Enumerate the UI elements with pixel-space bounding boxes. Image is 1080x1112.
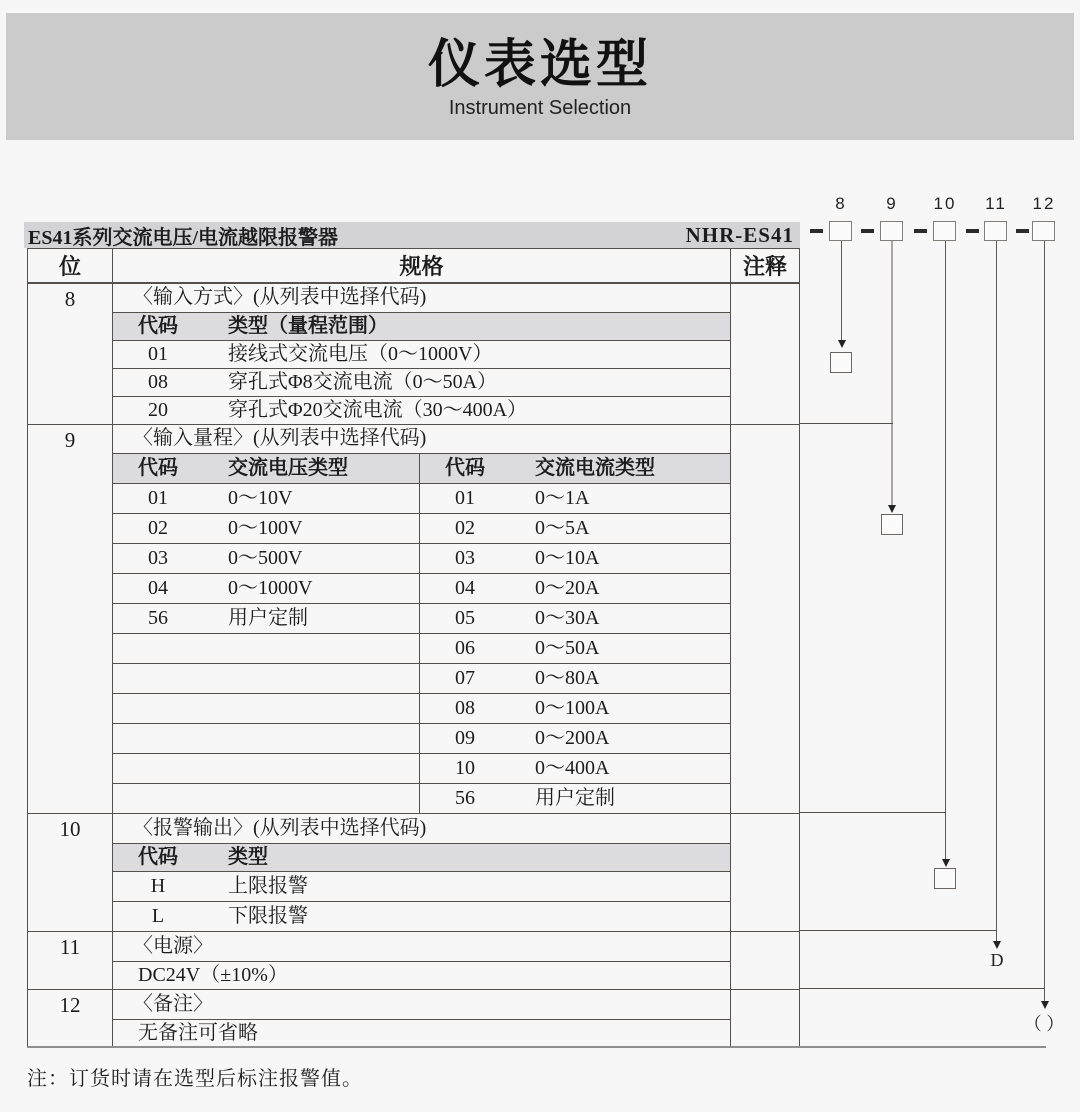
spec-row	[113, 368, 730, 396]
remark-value: 无备注可省略	[113, 1019, 730, 1047]
type-cell: 下限报警	[228, 905, 308, 927]
connector-line-10	[800, 812, 946, 813]
spec-row	[113, 483, 730, 513]
lead-line-11	[996, 241, 997, 942]
type-cell	[203, 724, 419, 753]
spec-row	[113, 603, 730, 633]
product-header-band	[24, 222, 800, 248]
note-cell	[731, 932, 799, 989]
type-cell: 0～400A	[535, 757, 610, 779]
product-model: NHR-ES41	[685, 222, 794, 247]
arrow-down-8	[838, 340, 846, 348]
code-cell: 06	[455, 637, 475, 659]
subheader-code: 代码	[138, 315, 178, 337]
subheader-type-right: 交流电流类型	[535, 457, 655, 479]
lead-line-9	[891, 241, 893, 505]
spec-row	[113, 783, 730, 813]
target-box-10	[934, 868, 956, 889]
spec-row	[113, 513, 730, 543]
type-cell: 接线式交流电压（0～1000V）	[228, 343, 493, 365]
code-cell: 56	[455, 787, 475, 809]
type-cell: 0～5A	[535, 517, 590, 539]
digit-label-8: 8	[835, 194, 847, 213]
type-cell: 0～10V	[228, 487, 293, 509]
type-cell: 0～50A	[535, 637, 600, 659]
type-cell: 0～100A	[535, 697, 610, 719]
code-cell: 09	[455, 727, 475, 749]
type-cell: 0～20A	[535, 577, 600, 599]
note-cell	[731, 284, 799, 424]
position-number-9: 9	[28, 425, 113, 813]
subheader-code: 代码	[138, 846, 178, 868]
arrow-down-9	[888, 505, 896, 513]
code-cell: 01	[148, 343, 168, 365]
code-box-11	[984, 221, 1007, 241]
code-cell: 03	[455, 547, 475, 569]
remark-label: 〈备注〉	[133, 993, 213, 1015]
subheader-type: 类型（量程范围）	[228, 315, 388, 337]
section-10-subheader	[113, 843, 730, 871]
type-cell: 上限报警	[228, 875, 308, 897]
digit-label-9: 9	[886, 194, 898, 213]
code-cell: 20	[148, 399, 168, 421]
code-cell: 02	[148, 517, 168, 539]
code-cell: 01	[455, 487, 475, 509]
position-number-8: 8	[28, 284, 113, 424]
code-cell: 03	[148, 547, 168, 569]
spec-row	[113, 573, 730, 603]
type-cell: 穿孔式Φ20交流电流（30～400A）	[228, 399, 528, 421]
type-cell: 0～200A	[535, 727, 610, 749]
type-cell	[203, 754, 419, 783]
page-subtitle: Instrument Selection	[448, 97, 632, 119]
spec-row	[113, 901, 730, 931]
subheader-code-left: 代码	[138, 457, 178, 479]
type-cell: 用户定制	[535, 787, 615, 809]
code-cell	[113, 634, 203, 663]
code-cell: H	[150, 875, 166, 897]
arrow-down-12	[1041, 1001, 1049, 1009]
code-cell: 07	[455, 667, 475, 689]
type-cell: 0～10A	[535, 547, 600, 569]
subheader-type-left: 交流电压类型	[228, 457, 348, 479]
power-code-annotation: D	[990, 950, 1004, 970]
code-cell	[113, 694, 203, 723]
spec-row	[113, 543, 730, 573]
subheader-type: 类型	[228, 846, 268, 868]
type-cell	[203, 694, 419, 723]
table-header-row	[28, 249, 799, 284]
target-box-9	[881, 514, 903, 535]
position-number-12: 12	[28, 990, 113, 1047]
digit-label-12: 12	[1032, 194, 1056, 213]
code-cell: 08	[455, 697, 475, 719]
code-cell: 05	[455, 607, 475, 629]
selection-table	[27, 248, 800, 1046]
section-input-mode	[28, 284, 799, 424]
spec-row	[113, 693, 730, 723]
col-header-note: 注释	[742, 254, 787, 279]
spec-row	[113, 871, 730, 901]
note-cell	[731, 814, 799, 931]
code-cell: 04	[148, 577, 168, 599]
section-9-label: 〈输入量程〉(从列表中选择代码)	[133, 427, 427, 449]
section-input-range	[28, 424, 799, 813]
power-value: DC24V（±10%）	[113, 961, 730, 989]
digit-label-11: 11	[985, 194, 1007, 213]
lead-line-10	[945, 241, 946, 860]
code-cell: 01	[148, 487, 168, 509]
connector-line-9	[800, 423, 893, 424]
spec-row	[113, 753, 730, 783]
section-8-label: 〈输入方式〉(从列表中选择代码)	[133, 286, 427, 308]
type-cell: 0～100V	[228, 517, 303, 539]
product-name: ES41系列交流电压/电流越限报警器	[28, 226, 339, 249]
col-header-position: 位	[28, 249, 113, 282]
section-remark	[28, 989, 799, 1047]
connector-line-12	[800, 988, 1045, 989]
spec-row	[113, 340, 730, 368]
target-box-8	[830, 352, 852, 373]
type-cell: 0～500V	[228, 547, 303, 569]
section-9-subheader	[113, 453, 730, 483]
code-box-12	[1032, 221, 1055, 241]
code-box-8	[829, 221, 852, 241]
type-cell: 0～1A	[535, 487, 590, 509]
spec-row	[113, 633, 730, 663]
type-cell: 穿孔式Φ8交流电流（0～50A）	[228, 371, 498, 393]
type-cell	[203, 664, 419, 693]
position-number-11: 11	[28, 932, 113, 989]
type-cell: 0～1000V	[228, 577, 313, 599]
lead-line-8	[841, 241, 842, 341]
type-cell: 0～80A	[535, 667, 600, 689]
dash-separator	[1016, 229, 1029, 233]
page-title: 仪表选型	[427, 36, 652, 94]
type-cell: 用户定制	[228, 607, 308, 629]
type-cell: 0～30A	[535, 607, 600, 629]
code-box-10	[933, 221, 956, 241]
spec-row	[113, 723, 730, 753]
footnote: 注：订货时请在选型后标注报警值。	[27, 1068, 363, 1090]
subheader-code-right: 代码	[445, 457, 485, 479]
type-cell	[203, 634, 419, 663]
lead-line-12	[1044, 241, 1045, 1002]
power-label: 〈电源〉	[133, 935, 213, 957]
note-cell	[731, 990, 799, 1047]
code-cell: 04	[455, 577, 475, 599]
code-box-9	[880, 221, 903, 241]
arrow-down-10	[942, 859, 950, 867]
code-cell: L	[151, 905, 165, 927]
page-banner	[6, 13, 1074, 140]
remark-parens-annotation: （ ）	[1023, 1014, 1065, 1034]
code-cell: 10	[455, 757, 475, 779]
col-header-spec: 规格	[113, 249, 731, 282]
digit-label-10: 10	[933, 194, 957, 213]
spec-row	[113, 396, 730, 424]
position-number-10: 10	[28, 814, 113, 931]
dash-separator	[914, 229, 927, 233]
section-power	[28, 931, 799, 989]
table-bottom-line	[27, 1046, 1046, 1048]
note-cell	[731, 425, 799, 813]
code-cell	[113, 784, 203, 813]
spec-row	[113, 663, 730, 693]
code-cell: 56	[148, 607, 168, 629]
dash-separator	[966, 229, 979, 233]
code-cell: 02	[455, 517, 475, 539]
section-10-label: 〈报警输出〉(从列表中选择代码)	[133, 817, 427, 839]
arrow-down-11	[993, 941, 1001, 949]
code-cell: 08	[148, 371, 168, 393]
connector-line-11	[800, 930, 997, 931]
section-8-subheader	[113, 312, 730, 340]
section-alarm-output	[28, 813, 799, 931]
code-cell	[113, 724, 203, 753]
code-cell	[113, 664, 203, 693]
dash-separator	[810, 229, 823, 233]
code-cell	[113, 754, 203, 783]
dash-separator	[861, 229, 874, 233]
type-cell	[203, 784, 419, 813]
